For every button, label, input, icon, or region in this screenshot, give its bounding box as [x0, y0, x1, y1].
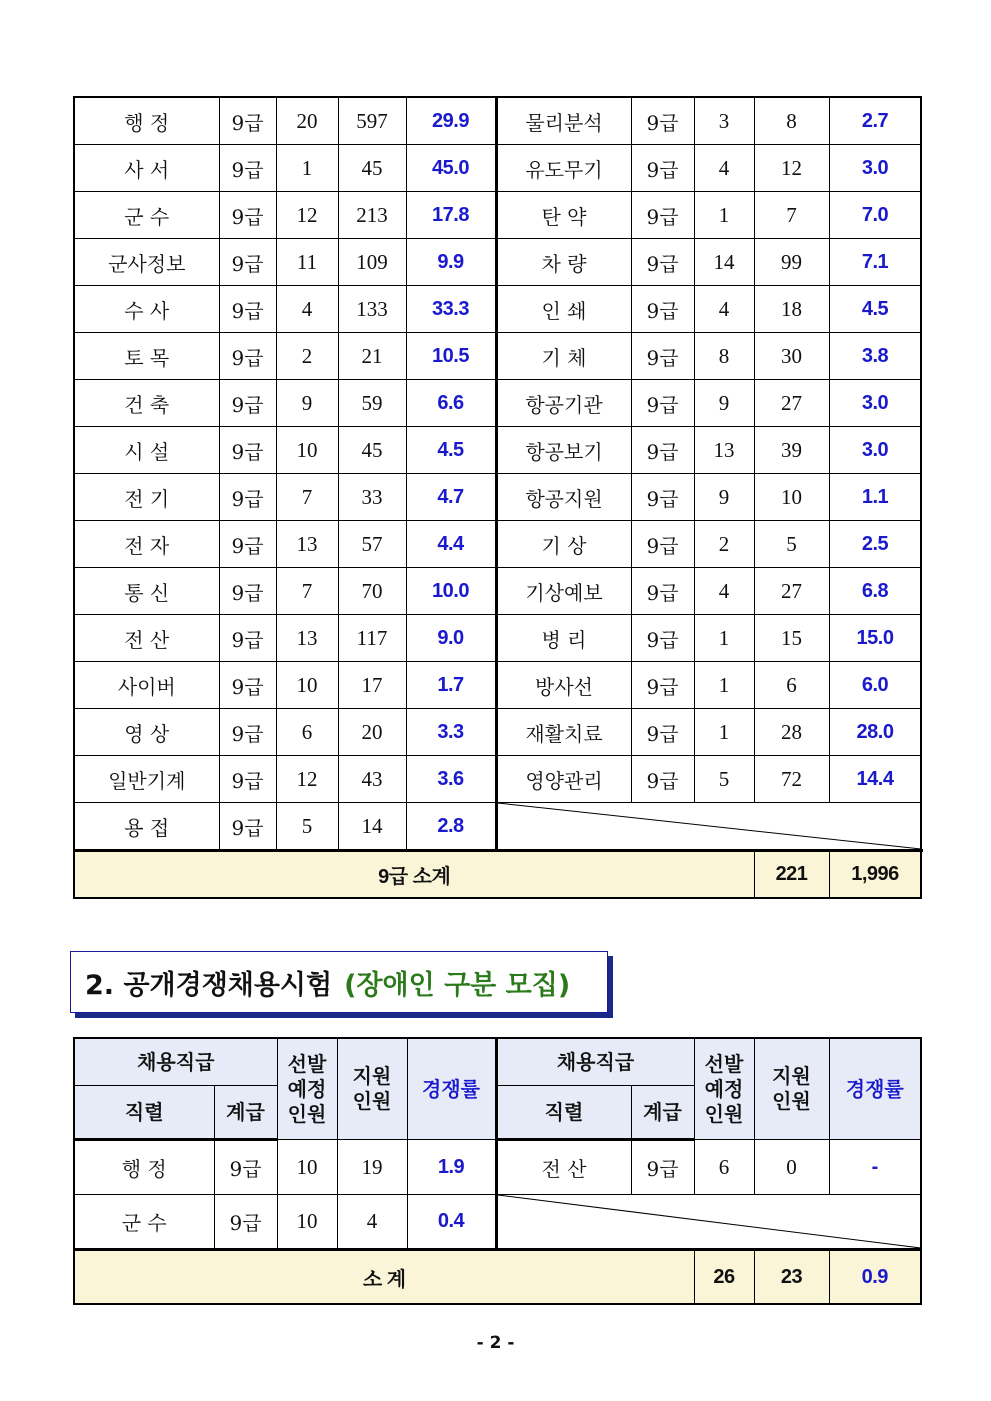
- grade-cell: 9급: [219, 709, 276, 756]
- header-position-grade-right: 채용직급: [496, 1038, 694, 1086]
- planned-cell: 10: [276, 662, 338, 709]
- applicants-cell: 39: [754, 427, 829, 474]
- subtotal-row: [74, 851, 921, 899]
- series-name: 토 목: [74, 333, 219, 380]
- series-name: 기 상: [496, 521, 631, 568]
- planned-cell: 8: [694, 333, 754, 380]
- rate-cell: 1.9: [407, 1140, 496, 1195]
- grade-cell: 9급: [631, 474, 694, 521]
- grade-cell: 9급: [219, 756, 276, 803]
- section-title: 2. 공개경쟁채용시험: [85, 969, 333, 1001]
- grade-cell: 9급: [219, 474, 276, 521]
- rate-cell: 0.4: [407, 1195, 496, 1250]
- applicants-cell: 0: [754, 1140, 829, 1195]
- empty-diagonal-cell: [496, 1195, 921, 1250]
- grade-cell: 9급: [219, 97, 276, 145]
- planned-cell: 2: [694, 521, 754, 568]
- series-name: 탄 약: [496, 192, 631, 239]
- grade-cell: 9급: [219, 615, 276, 662]
- rate-cell: 9.9: [406, 239, 496, 286]
- applicants-cell: 70: [338, 568, 406, 615]
- series-name: 항공지원: [496, 474, 631, 521]
- applicants-cell: 14: [338, 803, 406, 851]
- subtotal-label: 소 계: [74, 1250, 694, 1305]
- applicants-cell: 30: [754, 333, 829, 380]
- header-grade-left: 계급: [214, 1086, 277, 1140]
- applicants-cell: 18: [754, 286, 829, 333]
- applicants-cell: 33: [338, 474, 406, 521]
- rate-cell: -: [829, 1140, 921, 1195]
- grade-cell: 9급: [219, 380, 276, 427]
- rate-cell: 28.0: [829, 709, 921, 756]
- planned-cell: 4: [276, 286, 338, 333]
- rate-cell: 2.7: [829, 97, 921, 145]
- rate-cell: 3.0: [829, 145, 921, 192]
- subtotal-rate: 0.9: [829, 1250, 921, 1305]
- series-name: 행 정: [74, 1140, 214, 1195]
- subtotal-applicants: 1,996: [829, 851, 921, 899]
- applicants-cell: 15: [754, 615, 829, 662]
- subtotal-row: [74, 1250, 921, 1305]
- header-applicants-line2: 인원: [772, 1089, 811, 1113]
- grade-cell: 9급: [631, 521, 694, 568]
- diagonal-line: [498, 1195, 921, 1248]
- series-name: 사이버: [74, 662, 219, 709]
- rate-cell: 3.8: [829, 333, 921, 380]
- grade-cell: 9급: [219, 662, 276, 709]
- grade-cell: 9급: [631, 192, 694, 239]
- rate-cell: 10.5: [406, 333, 496, 380]
- header-planned-line2: 예정: [704, 1076, 744, 1101]
- grade-cell: 9급: [631, 709, 694, 756]
- subtotal-planned: 26: [694, 1250, 754, 1305]
- planned-cell: 12: [276, 756, 338, 803]
- header-position-grade-left: 채용직급: [74, 1038, 277, 1086]
- rate-cell: 10.0: [406, 568, 496, 615]
- table-row: [74, 239, 921, 286]
- applicants-cell: 27: [754, 380, 829, 427]
- recruitment-table-body: [74, 97, 921, 898]
- header-grade-right: 계급: [631, 1086, 694, 1140]
- empty-diagonal-cell: [496, 803, 921, 851]
- planned-cell: 6: [276, 709, 338, 756]
- grade-cell: 9급: [631, 615, 694, 662]
- grade-cell: 9급: [214, 1195, 277, 1250]
- subtotal-label: 9급 소계: [74, 851, 754, 899]
- subtotal-applicants: 23: [754, 1250, 829, 1305]
- applicants-cell: 72: [754, 756, 829, 803]
- table-row: [74, 709, 921, 756]
- grade-cell: 9급: [219, 333, 276, 380]
- table-row: [74, 474, 921, 521]
- table-row: [74, 427, 921, 474]
- header-series-left: 직렬: [74, 1086, 214, 1140]
- header-planned-line3: 인원: [704, 1101, 744, 1126]
- applicants-cell: 59: [338, 380, 406, 427]
- series-name: 영양관리: [496, 756, 631, 803]
- header-row-1: [74, 1038, 921, 1086]
- planned-cell: 9: [694, 380, 754, 427]
- grade-cell: 9급: [631, 662, 694, 709]
- table-row: [74, 568, 921, 615]
- planned-cell: 1: [694, 192, 754, 239]
- rate-cell: 6.6: [406, 380, 496, 427]
- rate-cell: 14.4: [829, 756, 921, 803]
- applicants-cell: 12: [754, 145, 829, 192]
- applicants-cell: 4: [337, 1195, 407, 1250]
- series-name: 차 량: [496, 239, 631, 286]
- planned-cell: 5: [276, 803, 338, 851]
- series-name: 행 정: [74, 97, 219, 145]
- table-row: [74, 145, 921, 192]
- applicants-cell: 117: [338, 615, 406, 662]
- grade-cell: 9급: [219, 427, 276, 474]
- rate-cell: 3.0: [829, 380, 921, 427]
- applicants-cell: 27: [754, 568, 829, 615]
- planned-cell: 1: [694, 615, 754, 662]
- grade-cell: 9급: [219, 568, 276, 615]
- planned-cell: 13: [276, 615, 338, 662]
- series-name: 군 수: [74, 192, 219, 239]
- rate-cell: 4.7: [406, 474, 496, 521]
- applicants-cell: 99: [754, 239, 829, 286]
- applicants-cell: 7: [754, 192, 829, 239]
- planned-cell: 14: [694, 239, 754, 286]
- table-row: [74, 1140, 921, 1195]
- applicants-cell: 43: [338, 756, 406, 803]
- grade-cell: 9급: [631, 756, 694, 803]
- rate-cell: 4.5: [829, 286, 921, 333]
- applicants-cell: 21: [338, 333, 406, 380]
- applicants-cell: 20: [338, 709, 406, 756]
- grade-cell: 9급: [631, 286, 694, 333]
- table-row: [74, 333, 921, 380]
- rate-cell: 15.0: [829, 615, 921, 662]
- header-series-right: 직렬: [496, 1086, 631, 1140]
- planned-cell: 4: [694, 286, 754, 333]
- header-planned-line2: 예정: [287, 1076, 327, 1101]
- applicants-cell: 6: [754, 662, 829, 709]
- series-name: 유도무기: [496, 145, 631, 192]
- grade-cell: 9급: [631, 1140, 694, 1195]
- series-name: 방사선: [496, 662, 631, 709]
- grade-cell: 9급: [219, 803, 276, 851]
- applicants-cell: 109: [338, 239, 406, 286]
- series-name: 군 수: [74, 1195, 214, 1250]
- planned-cell: 6: [694, 1140, 754, 1195]
- table-row: [74, 192, 921, 239]
- rate-cell: 6.0: [829, 662, 921, 709]
- series-name: 전 자: [74, 521, 219, 568]
- applicants-cell: 28: [754, 709, 829, 756]
- recruitment-table-grade9: [73, 96, 922, 899]
- series-name: 기 체: [496, 333, 631, 380]
- diagonal-line: [498, 803, 921, 849]
- planned-cell: 11: [276, 239, 338, 286]
- table-row: [74, 1195, 921, 1250]
- grade-cell: 9급: [219, 192, 276, 239]
- header-applicants-line2: 인원: [352, 1089, 392, 1113]
- rate-cell: 9.0: [406, 615, 496, 662]
- series-name: 군사정보: [74, 239, 219, 286]
- planned-cell: 13: [694, 427, 754, 474]
- table-row: [74, 803, 921, 851]
- header-planned-left: [277, 1038, 337, 1140]
- grade-cell: 9급: [219, 145, 276, 192]
- rate-cell: 17.8: [406, 192, 496, 239]
- planned-cell: 5: [694, 756, 754, 803]
- applicants-cell: 19: [337, 1140, 407, 1195]
- planned-cell: 4: [694, 145, 754, 192]
- recruitment-table-disabled: [73, 1037, 922, 1305]
- series-name: 기상예보: [496, 568, 631, 615]
- planned-cell: 3: [694, 97, 754, 145]
- series-name: 항공보기: [496, 427, 631, 474]
- series-name: 물리분석: [496, 97, 631, 145]
- grade-cell: 9급: [631, 380, 694, 427]
- rate-cell: 4.5: [406, 427, 496, 474]
- applicants-cell: 17: [338, 662, 406, 709]
- rate-cell: 33.3: [406, 286, 496, 333]
- header-applicants-left: [337, 1038, 407, 1140]
- section-heading: [70, 951, 608, 1013]
- applicants-cell: 597: [338, 97, 406, 145]
- header-applicants-line1: 지원: [352, 1064, 392, 1088]
- planned-cell: 10: [277, 1195, 337, 1250]
- grade-cell: 9급: [219, 239, 276, 286]
- table-row: [74, 662, 921, 709]
- planned-cell: 1: [276, 145, 338, 192]
- rate-cell: 2.5: [829, 521, 921, 568]
- subtotal-planned: 221: [754, 851, 829, 899]
- header-rate-right: 경쟁률: [829, 1038, 921, 1140]
- section-subtitle: (장애인 구분 모집): [344, 969, 571, 1001]
- applicants-cell: 5: [754, 521, 829, 568]
- series-name: 사 서: [74, 145, 219, 192]
- series-name: 전 산: [74, 615, 219, 662]
- series-name: 영 상: [74, 709, 219, 756]
- series-name: 일반기계: [74, 756, 219, 803]
- grade-cell: 9급: [219, 521, 276, 568]
- header-planned-line3: 인원: [287, 1101, 327, 1126]
- table-row: [74, 380, 921, 427]
- planned-cell: 7: [276, 568, 338, 615]
- rate-cell: 1.1: [829, 474, 921, 521]
- planned-cell: 1: [694, 709, 754, 756]
- applicants-cell: 133: [338, 286, 406, 333]
- planned-cell: 9: [276, 380, 338, 427]
- planned-cell: 2: [276, 333, 338, 380]
- planned-cell: 20: [276, 97, 338, 145]
- rate-cell: 7.1: [829, 239, 921, 286]
- series-name: 재활치료: [496, 709, 631, 756]
- applicants-cell: 45: [338, 145, 406, 192]
- grade-cell: 9급: [631, 97, 694, 145]
- planned-cell: 12: [276, 192, 338, 239]
- rate-cell: 7.0: [829, 192, 921, 239]
- planned-cell: 9: [694, 474, 754, 521]
- rate-cell: 2.8: [406, 803, 496, 851]
- applicants-cell: 57: [338, 521, 406, 568]
- series-name: 항공기관: [496, 380, 631, 427]
- series-name: 시 설: [74, 427, 219, 474]
- table-row: [74, 97, 921, 145]
- planned-cell: 4: [694, 568, 754, 615]
- applicants-cell: 8: [754, 97, 829, 145]
- series-name: 통 신: [74, 568, 219, 615]
- planned-cell: 10: [277, 1140, 337, 1195]
- grade-cell: 9급: [631, 427, 694, 474]
- series-name: 전 산: [496, 1140, 631, 1195]
- rate-cell: 3.6: [406, 756, 496, 803]
- planned-cell: 1: [694, 662, 754, 709]
- table-row: [74, 756, 921, 803]
- rate-cell: 45.0: [406, 145, 496, 192]
- header-planned-line1: 선발: [704, 1051, 744, 1076]
- table-row: [74, 615, 921, 662]
- rate-cell: 6.8: [829, 568, 921, 615]
- grade-cell: 9급: [219, 286, 276, 333]
- header-rate-left: 경쟁률: [407, 1038, 496, 1140]
- planned-cell: 13: [276, 521, 338, 568]
- series-name: 인 쇄: [496, 286, 631, 333]
- grade-cell: 9급: [214, 1140, 277, 1195]
- grade-cell: 9급: [631, 568, 694, 615]
- rate-cell: 3.3: [406, 709, 496, 756]
- rate-cell: 3.0: [829, 427, 921, 474]
- planned-cell: 10: [276, 427, 338, 474]
- page-number: - 2 -: [476, 1333, 515, 1353]
- series-name: 전 기: [74, 474, 219, 521]
- rate-cell: 29.9: [406, 97, 496, 145]
- table-row: [74, 521, 921, 568]
- table-row: [74, 286, 921, 333]
- grade-cell: 9급: [631, 239, 694, 286]
- rate-cell: 4.4: [406, 521, 496, 568]
- header-planned-right: [694, 1038, 754, 1140]
- series-name: 수 사: [74, 286, 219, 333]
- applicants-cell: 45: [338, 427, 406, 474]
- grade-cell: 9급: [631, 333, 694, 380]
- series-name: 병 리: [496, 615, 631, 662]
- header-applicants-right: [754, 1038, 829, 1140]
- grade-cell: 9급: [631, 145, 694, 192]
- series-name: 건 축: [74, 380, 219, 427]
- series-name: 용 접: [74, 803, 219, 851]
- rate-cell: 1.7: [406, 662, 496, 709]
- header-planned-line1: 선발: [287, 1051, 327, 1076]
- planned-cell: 7: [276, 474, 338, 521]
- applicants-cell: 10: [754, 474, 829, 521]
- header-applicants-line1: 지원: [772, 1064, 811, 1088]
- applicants-cell: 213: [338, 192, 406, 239]
